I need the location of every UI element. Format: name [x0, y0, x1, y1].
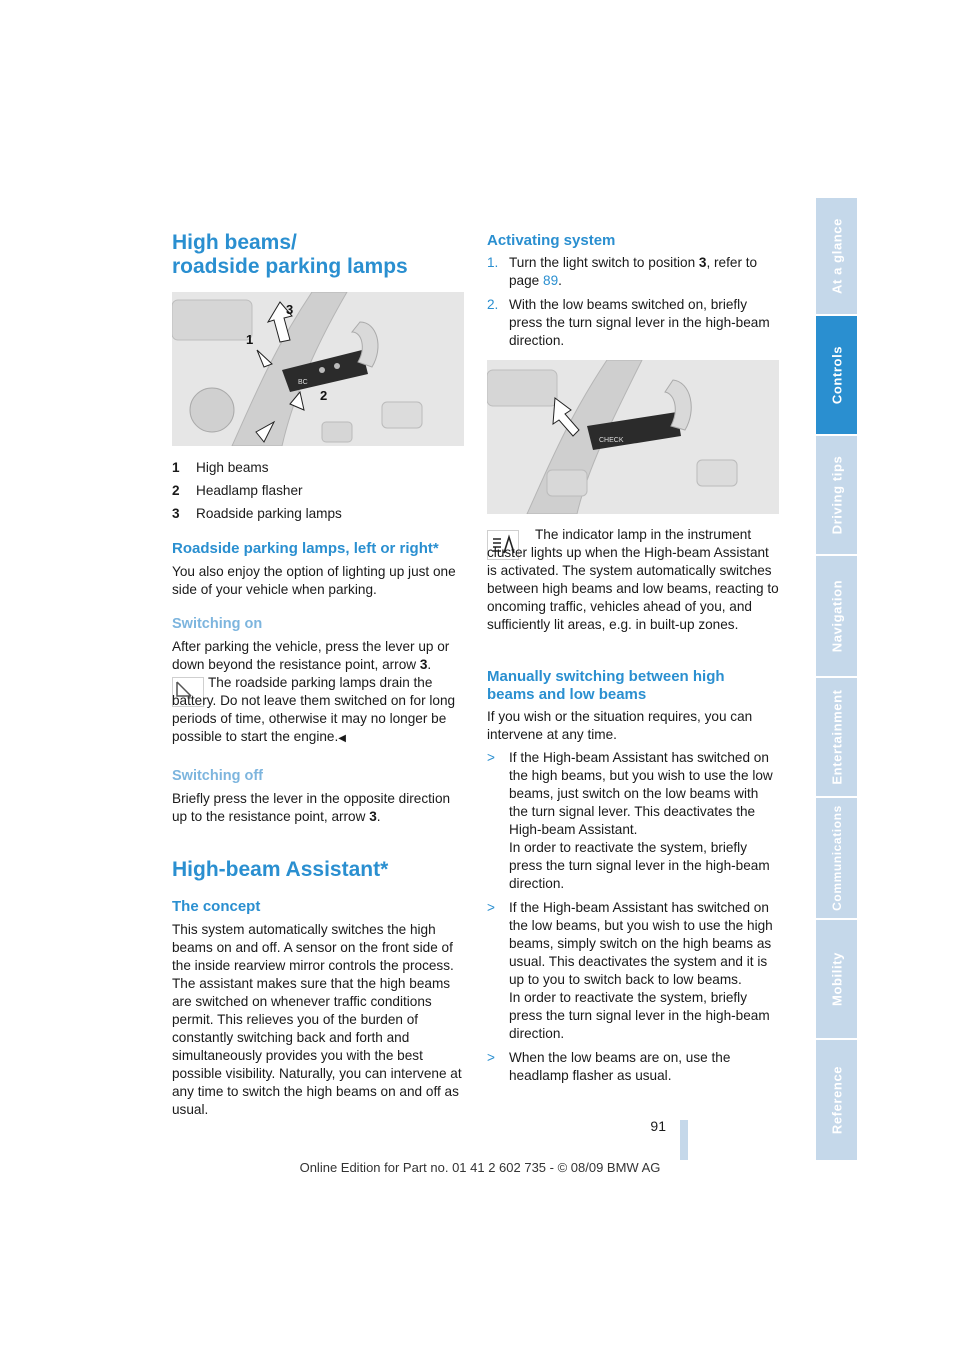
- concept-heading: The concept: [172, 898, 261, 915]
- lever-illustration: [487, 360, 779, 514]
- bullet-item: > When the low beams are on, use the headlamp flasher as usual.: [487, 1050, 731, 1083]
- figure-label-2: 2: [320, 388, 328, 403]
- roadside-text: You also enjoy the option of lighting up just one side of your vehicle when parking.: [172, 564, 456, 597]
- concept-text: This system automatically switches the high beams on and off. A sensor on the front side of the inside rearview mirror controls the process. The assistant makes sure that the high beams are switched on whenever traffic conditions permit. This relieves you of the burden of constantly switching back and forth and simultaneously provides you with the best possible visibility. Naturally, you can intervene at any time to switch the high beams on and off as usual.: [172, 922, 462, 1117]
- lever-bc-text: BC: [298, 379, 308, 386]
- bullet-item: > If the High-beam Assistant has switched on the low beams, but you wish to use the high beams, simply switch on the high beams as usual. This deactivates the system and it is up to you to switch back to low beams. In order to reactivate the system, briefly press the turn signal lever in the high-beam direction.: [487, 900, 773, 1041]
- page-link[interactable]: 89: [543, 273, 559, 288]
- chapter-sidebar: [816, 198, 857, 1160]
- tab-reference[interactable]: Reference: [816, 1040, 857, 1160]
- switching-off-text: Briefly press the lever in the opposite direction up to the resistance point, arrow 3.: [172, 791, 451, 824]
- manual-bullets: [487, 749, 779, 1091]
- tab-entertainment[interactable]: Entertainment: [816, 678, 857, 796]
- switching-on-text: After parking the vehicle, press the lever up or down beyond the resistance point, arrow 3.: [172, 639, 450, 672]
- manual-intro: If you wish or the situation requires, you can intervene at any time.: [487, 709, 753, 742]
- tab-controls[interactable]: Controls: [816, 316, 857, 434]
- tab-navigation[interactable]: Navigation: [816, 556, 857, 676]
- section-title: High beams/ roadside parking lamps: [172, 231, 408, 278]
- tab-at-a-glance[interactable]: At a glance: [816, 198, 857, 314]
- roadside-heading: Roadside parking lamps, left or right*: [172, 540, 439, 557]
- switching-off-heading: Switching off: [172, 768, 264, 784]
- tab-communications[interactable]: Communications: [816, 798, 857, 918]
- activation-steps: [487, 254, 779, 356]
- activating-heading: Activating system: [487, 232, 616, 249]
- indicator-text: The indicator lamp in the instrument cluster lights up when the High-beam Assistant is activated. The system automatically switches between high beams and low beams, reacting to oncoming traffic, vehicles ahead of you, and sufficiently lit areas, e.g. in built-up zones.: [487, 527, 779, 632]
- page-number-bar: [680, 1120, 688, 1160]
- high-beam-assistant-heading: High-beam Assistant*: [172, 858, 389, 881]
- switching-on-heading: Switching on: [172, 616, 263, 632]
- tab-driving-tips[interactable]: Driving tips: [816, 436, 857, 554]
- page-number: 91: [650, 1118, 666, 1134]
- step-item: 2. With the low beams switched on, briefly press the turn signal lever in the high-beam direction.: [487, 297, 770, 348]
- lever-illustration: [172, 292, 464, 446]
- tab-mobility[interactable]: Mobility: [816, 920, 857, 1038]
- legend-item: 1 High beams: [172, 460, 269, 475]
- lever-check-text: CHECK: [599, 437, 624, 444]
- legend-item: 3 Roadside parking lamps: [172, 506, 342, 521]
- caution-note-text: The roadside parking lamps drain the battery. Do not leave them switched on for long periods of time, otherwise it may no longer be possible to start the engine.◀: [172, 675, 456, 744]
- figure-legend: [172, 459, 467, 528]
- high-beam-lever-figure: [172, 292, 464, 446]
- figure-label-3: 3: [286, 302, 294, 317]
- manual-switching-heading: Manually switching between high beams and low beams: [487, 668, 725, 703]
- edition-footer: Online Edition for Part no. 01 41 2 602 735 - © 08/09 BMW AG: [299, 1160, 661, 1175]
- high-beam-assistant-figure: [487, 360, 779, 514]
- step-item: 1. Turn the light switch to position 3, refer to page 89.: [487, 255, 758, 288]
- bullet-item: > If the High-beam Assistant has switched on the high beams, but you wish to use the low beams, just switch on the low beams with the turn signal lever. This deactivates the High-beam Assistant. In order to reactivate the system, briefly press the turn signal lever in the high-beam direction.: [487, 750, 773, 891]
- figure-label-1: 1: [246, 332, 254, 347]
- legend-item: 2 Headlamp flasher: [172, 483, 303, 498]
